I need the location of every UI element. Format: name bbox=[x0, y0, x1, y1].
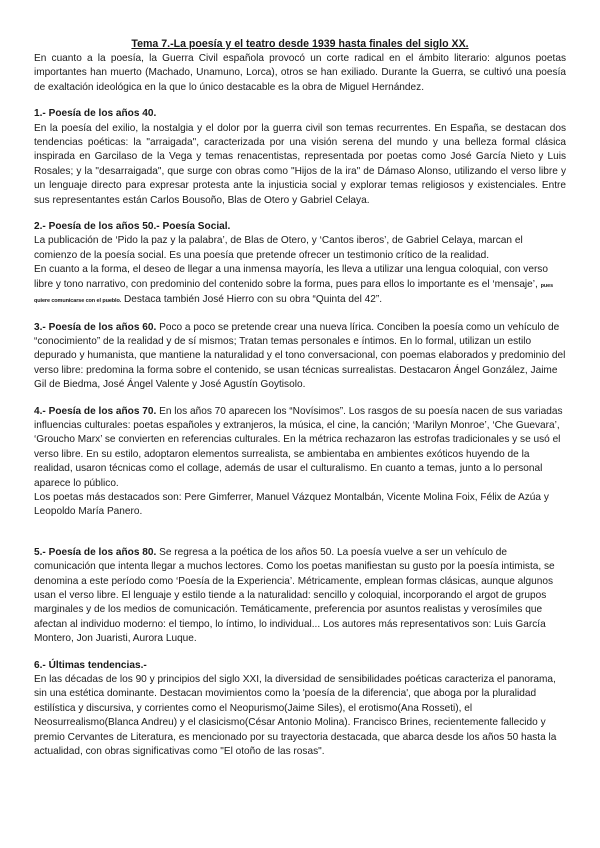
section-5-paragraph bbox=[34, 546, 566, 647]
section-2-paragraph-2b: Destaca también José Hierro con su obra “Quinta del 42”. bbox=[123, 294, 383, 306]
section-3-text: Poco a poco se pretende crear una nueva lírica. Conciben la poesía como un vehículo de “conocimiento” de la realidad y de sí mismos; Tratan temas personales e íntimos. En lo formal, utilizan un estilo depurado y humanista, que mantiene la naturalidad y el tono conversacional, con poemas elaborados y predominio del verso libre: predomina la forma sobre el contenido, se usan técnicas surrealistas. Destacaron Ángel González, Jaime Gil de Biedma, José Ángel Valente y José Agustín Goytisolo. bbox=[34, 321, 566, 391]
section-5-text: Se regresa a la poética de los años 50. La poesía vuelve a ser un vehículo de comunicación que intenta llegar a muchos lectores. Como los poetas manifiestan su gusto por la poesía intimista, se denomina a este período como ‘Poesía de la Experiencia’. Métricamente, emplean formas clásicas, aunque algunos usan el verso libre. El lenguaje y estilo tiende a la naturalidad: sencillo y coloquial, incorporando el argot de grupos marginales y de los medios de comunicación. Temáticamente, preferencia por asuntos realistas y verosímiles que afectan al individuo moderno: el tiempo, lo íntimo, lo individual... Los autores más representativos son: Luis García Montero, Jon Juaristi, Aurora Luque. bbox=[34, 546, 555, 645]
section-2-paragraph-1: La publicación de ‘Pido la paz y la palabra’, de Blas de Otero, y ‘Cantos iberos’, de Gabriel Celaya, marcan el comienzo de la poesía social. Es una poesía que pretende ofrecer un testimonio crítico de la realidad. bbox=[34, 235, 523, 261]
intro-paragraph: En cuanto a la poesía, la Guerra Civil española provocó un corte radical en el ámbito literario: algunos poetas importantes han muerto (Machado, Unamuno, Lorca), otros se han exiliado. Durante la Guerra, se cultivó una poesía de exaltación ideológica en la que lo único destacable es la obra de Miguel Hernández. bbox=[34, 53, 566, 93]
section-1-heading: 1.- Poesía de los años 40. bbox=[34, 108, 157, 120]
section-4-text: En los años 70 aparecen los “Novísimos”. Los rasgos de su poesía nacen de sus variadas influencias culturales: poetas españoles y extranjeros, la música, el cine, la canción; ‘Marilyn Monroe’, ‘Che Guevara’, ‘Groucho Marx’ se convierten en referencias culturales. En la métrica rechazaron las estrofas tradicionales y se usó el verso libre. En su estilo, adoptaron elementos surrealista, se ambientaba en ambientes exóticos huyendo de la realidad, usaron técnicas como el collage, además de usar el culturalismo. En cuanto a temas, junto a lo personal aparece lo público. bbox=[34, 405, 563, 489]
section-2-small-note: pues quiere comunicarse con el pueblo. bbox=[34, 282, 554, 305]
document-title: Tema 7.-La poesía y el teatro desde 1939 hasta finales del siglo XX. bbox=[131, 38, 469, 50]
section-6-text: En las décadas de los 90 y principios del siglo XXI, la diversidad de sensibilidades poéticas caracteriza el panorama, sin una estética dominante. Destacan movimientos como la 'poesía de la diferencia', que aboga por la pluralidad estilística y discursiva, y corrientes como el Neopurismo(Jaime Siles), el erotismo(Ana Rosseti), el Neosurrealismo(Blanca Andreu) y el clasicismo(César Antonio Molina). Francisco Brines, recientemente fallecido y premio Cervantes de Literatura, es mencionado por su trayectoria destacada, que abarca desde los años 50 hasta la actualidad, con obras significativas como "El otoño de las rosas". bbox=[34, 674, 557, 758]
section-5-heading: 5.- Poesía de los años 80. bbox=[34, 546, 157, 558]
section-4-heading: 4.- Poesía de los años 70. bbox=[34, 405, 157, 417]
section-2-paragraph-2a: En cuanto a la forma, el deseo de llegar a una inmensa mayoría, les lleva a utilizar una lengua coloquial, con verso libre y tono narrativo, con predominio del contenido sobre la forma, pues para ellos lo importante es el ‘mensaje’, bbox=[34, 264, 548, 290]
section-2-paragraph-2 bbox=[34, 263, 566, 308]
section-6-heading: 6.- Últimas tendencias.- bbox=[34, 659, 147, 671]
section-2-heading: 2.- Poesía de los años 50.- Poesía Social. bbox=[34, 221, 231, 233]
section-4-paragraph bbox=[34, 405, 566, 491]
section-3-paragraph bbox=[34, 321, 566, 393]
section-3-heading: 3.- Poesía de los años 60. bbox=[34, 321, 157, 333]
section-1-text: En la poesía del exilio, la nostalgia y el dolor por la guerra civil son temas recurrentes. En España, se destacan dos tendencias poéticas: la "arraigada", caracterizada por una visión serena del mundo y una belleza formal clásica inspirada en Garcilaso de la Vega y temas renacentistas, representada por poetas como José García Nieto y Luis Rosales; y la "desarraigada", que surge con obras como "Hijos de la ira" de Dámaso Alonso, utilizando el verso libre y un lenguaje directo para expresar protesta ante la injusticia social y explorar temas religiosos y existenciales. Entre sus representantes están Carlos Bousoño, Blas de Otero y Gabriel Celaya. bbox=[34, 122, 566, 206]
section-4-authors: Los poetas más destacados son: Pere Gimferrer, Manuel Vázquez Montalbán, Vicente Molina Foix, Félix de Azúa y Leopoldo María Panero. bbox=[34, 491, 549, 518]
